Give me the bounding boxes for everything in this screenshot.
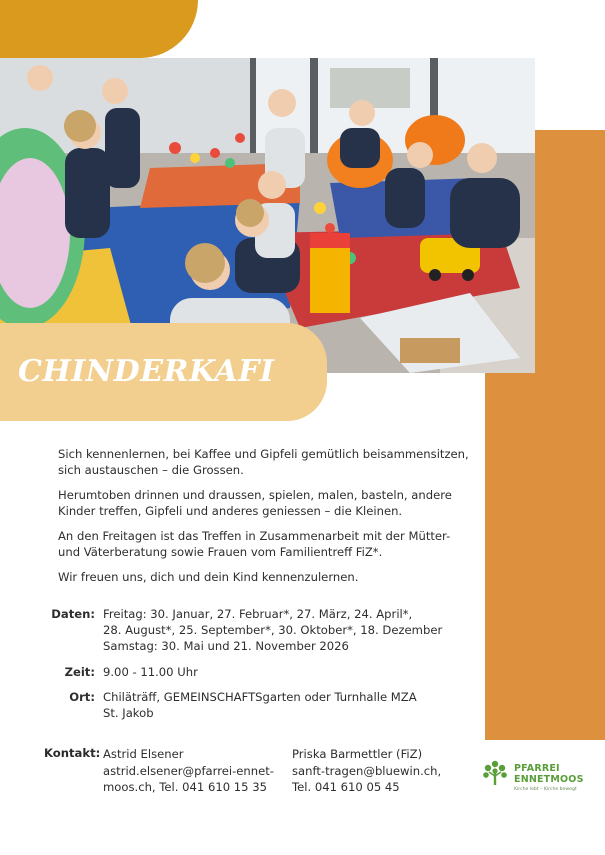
dates-label: Daten:: [51, 607, 95, 621]
contact-person-1: [103, 746, 274, 796]
contact-phone: Tel. 041 610 05 45: [292, 780, 400, 794]
logo-tagline: Kirche lebt – Kirche bewegt: [514, 787, 577, 792]
intro-line: An den Freitagen ist das Treffen in Zusammenarbeit mit der Mütter-: [58, 529, 451, 543]
tree-icon: [480, 757, 510, 787]
time-line: 9.00 - 11.00 Uhr: [103, 665, 198, 679]
place-label: Ort:: [69, 690, 95, 704]
intro-paragraph: [58, 528, 468, 560]
decorative-gold-shape: [0, 0, 198, 58]
logo-name: [514, 763, 584, 785]
intro-line: Sich kennenlernen, bei Kaffee und Gipfeli gemütlich beisammensitzen,: [58, 447, 469, 461]
place-value: [103, 689, 483, 721]
contact-person-2: [292, 746, 441, 796]
intro-line: Wir freuen uns, dich und dein Kind kennenzulernen.: [58, 570, 359, 584]
logo-name-line: PFARREI: [514, 763, 560, 774]
intro-line: sich austauschen – die Grossen.: [58, 463, 244, 477]
page-title: CHINDERKAFI: [18, 354, 275, 389]
intro-line: Kinder treffen, Gipfeli und anderes geniessen – die Kleinen.: [58, 504, 403, 518]
intro-text: [58, 446, 468, 594]
intro-paragraph: [58, 446, 468, 478]
time-label: Zeit:: [64, 665, 95, 679]
intro-paragraph: [58, 569, 468, 585]
dates-line: 28. August*, 25. September*, 30. Oktober*, 18. Dezember: [103, 623, 443, 637]
intro-line: Herumtoben drinnen und draussen, spielen, malen, basteln, andere: [58, 488, 452, 502]
dates-line: Freitag: 30. Januar, 27. Februar*, 27. März, 24. April*,: [103, 607, 413, 621]
place-line: St. Jakob: [103, 706, 154, 720]
place-line: Chiläträff, GEMEINSCHAFTSgarten oder Turnhalle MZA: [103, 690, 417, 704]
intro-line: und Väterberatung sowie Frauen vom Familientreff FiZ*.: [58, 545, 383, 559]
contact-label: Kontakt:: [44, 746, 101, 760]
time-value: [103, 664, 483, 680]
dates-line: Samstag: 30. Mai und 21. November 2026: [103, 639, 349, 653]
pfarrei-logo: [480, 757, 590, 797]
title-banner: [0, 323, 327, 421]
intro-paragraph: [58, 487, 468, 519]
contact-email[interactable]: astrid.elsener@pfarrei-ennet-: [103, 763, 274, 778]
dates-value: [103, 606, 483, 654]
logo-name-line: ENNETMOOS: [514, 774, 584, 785]
contact-name: Astrid Elsener: [103, 747, 184, 761]
contact-phone: moos.ch, Tel. 041 610 15 35: [103, 780, 267, 794]
contact-email[interactable]: sanft-tragen@bluewin.ch,: [292, 763, 442, 778]
contact-name: Priska Barmettler (FiZ): [292, 747, 423, 761]
